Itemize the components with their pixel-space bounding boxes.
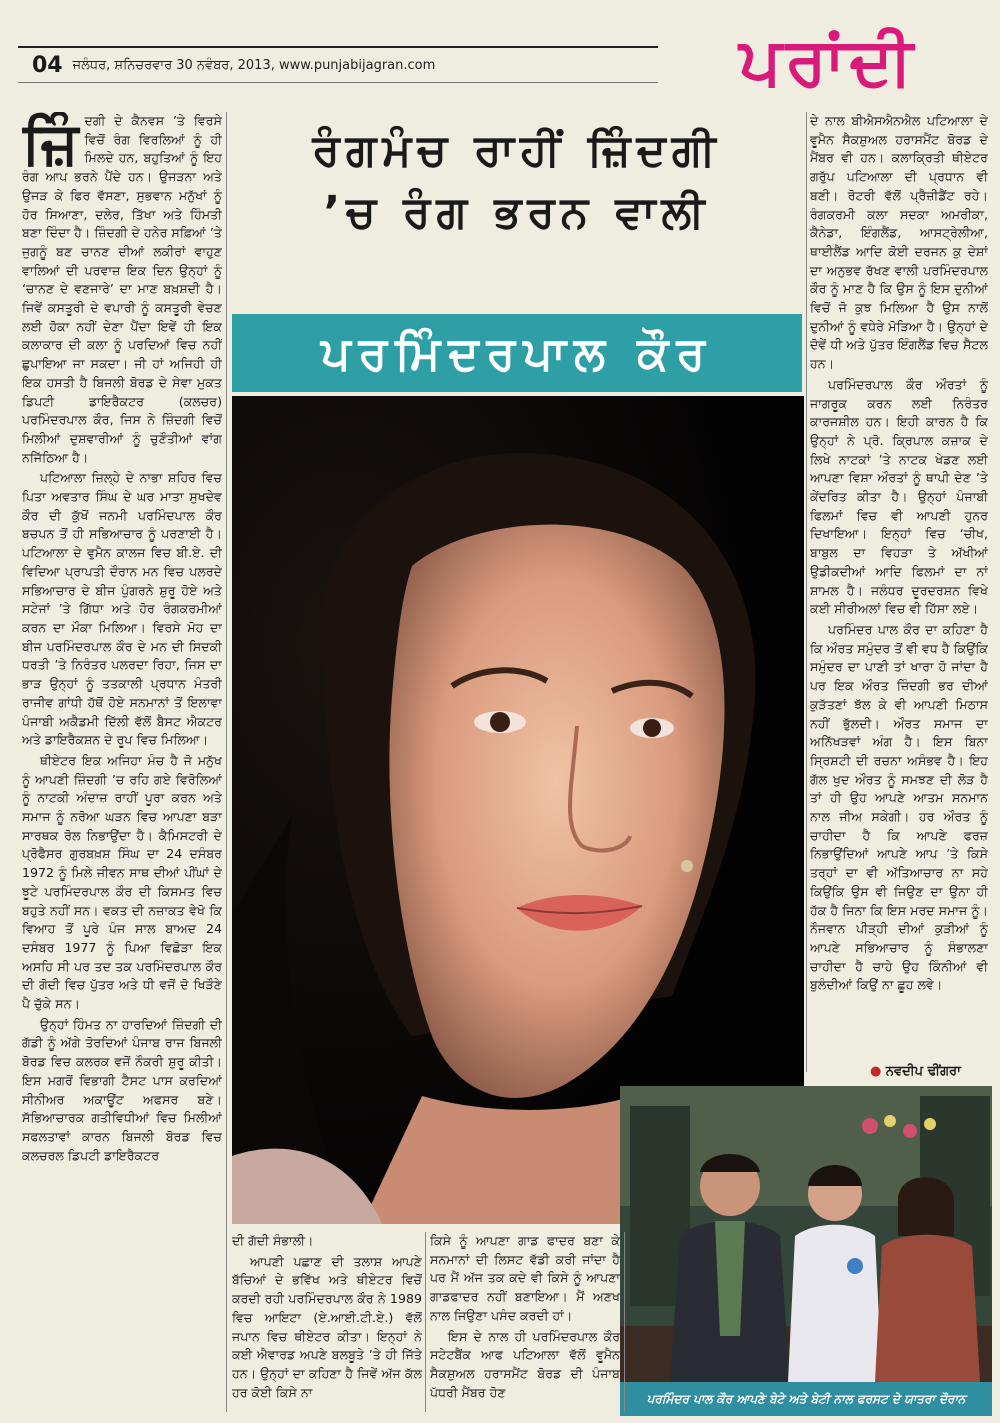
article-column-2 [232,1232,422,1410]
column-divider [226,112,227,1412]
article-paragraph: ਇਸ ਦੇ ਨਾਲ ਹੀ ਪਰਮਿੰਦਰਪਾਲ ਕੌਰ ਸਟੇਟਬੈਂਕ ਆਫ ਪਟਿਆਲਾ ਵੱਲੋਂ ਵੂਮੈਨ ਸੈਕਸ਼ੁਅਲ ਹਰਾਸਮੈਂਟ ਬੋਰਡ ਦੀ ਪੰਜਾਬ ਪੱਧਰੀ ਮੈਂਬਰ ਹੋਣ [430,1328,620,1400]
bullet-icon: ● [870,1064,886,1079]
name-banner: ਪਰਮਿੰਦਰਪਾਲ ਕੌਰ [232,314,802,392]
inset-photo [620,1086,992,1416]
byline [870,1064,961,1079]
article-paragraph: ਪਰਮਿੰਦਰਪਾਲ ਕੌਰ ਔਰਤਾਂ ਨੂੰ ਜਾਗਰੂਕ ਕਰਨ ਲਈ ਨਿਰੰਤਰ ਕਾਰਜਸ਼ੀਲ ਹਨ। ਇਹੀ ਕਾਰਨ ਹੈ ਕਿ ਉਨ੍ਹਾਂ ਨੇ ਪ੍ਰੋ. ਕ੍ਰਿਪਾਲ ਕਜ਼ਾਕ ਦੇ ਲਿਖੇ ਨਾਟਕਾਂ ’ਤੇ ਨਾਟਕ ਖੇਡਣ ਲਈ ਆਪਣਾ ਵਿਸ਼ਾ ਔਰਤਾਂ ਨੂੰ ਥਾਪੀ ਦੇਣ ’ਤੇ ਕੇਂਦਰਿਤ ਕੀਤਾ ਹੈ। ਉਨ੍ਹਾਂ ਪੰਜਾਬੀ ਫਿਲਮਾਂ ਵਿਚ ਵੀ ਆਪਣੀ ਹੁਨਰ ਦਿਖਾਇਆ। ਇਨ੍ਹਾਂ ਵਿਚ ‘ਚੀਖ, ਬਾਬੁਲ ਦਾ ਵਿਹੜਾ ਤੇ ਅੱਖੀਆਂ ਉਡੀਕਦੀਆਂ ਆਦਿ ਫਿਲਮਾਂ ਦਾ ਨਾਂ ਸ਼ਾਮਲ ਹੈ। ਜਲੰਧਰ ਦੂਰਦਰਸ਼ਨ ਵਿਖੇ ਕਈ ਸੀਰੀਅਲਾਂ ਵਿਚ ਵੀ ਹਿੱਸਾ ਲਏ। [810,376,988,617]
article-column-1 [22,112,222,1410]
headline-line-2: ’ਚ ਰੰਗ ਭਰਨ ਵਾਲੀ [323,187,711,238]
article-paragraph: ਪਰਮਿੰਦਰ ਪਾਲ ਕੌਰ ਦਾ ਕਹਿਣਾ ਹੈ ਕਿ ਔਰਤ ਸਮੁੰਦਰ ਤੋਂ ਵੀ ਵਧ ਹੈ ਕਿਉਂਕਿ ਸਮੁੰਦਰ ਦਾ ਪਾਣੀ ਤਾਂ ਖਾਰਾ ਹੋ ਜਾਂਦਾ ਹੈ ਪਰ ਇਕ ਔਰਤ ਜ਼ਿੰਦਗੀ ਭਰ ਦੀਆਂ ਕੁੜੱਤਣਾਂ ਝੱਲ ਕੇ ਵੀ ਆਪਣੀ ਮਿਠਾਸ ਨਹੀਂ ਭੁੱਲਦੀ। ਔਰਤ ਸਮਾਜ ਦਾ ਅਨਿੱਖੜਵਾਂ ਅੰਗ ਹੈ। ਇਸ ਬਿਨਾ ਸ੍ਰਿਸ਼ਟੀ ਦੀ ਰਚਨਾ ਅਸੰਭਵ ਹੈ। ਇਹ ਗੱਲ ਖੁਦ ਔਰਤ ਨੂੰ ਸਮਝਣ ਦੀ ਲੋੜ ਹੈ ਤਾਂ ਹੀ ਉਹ ਆਪਣੇ ਆਤਮ ਸਨਮਾਨ ਨਾਲ ਜੀਅ ਸਕੇਗੀ। ਹਰ ਔਰਤ ਨੂੰ ਚਾਹੀਦਾ ਹੈ ਕਿ ਆਪਣੇ ਫਰਜ਼ ਨਿਭਾਉਂਦਿਆਂ ਆਪਣੇ ਆਪ ’ਤੇ ਕਿਸੇ ਤਰ੍ਹਾਂ ਦਾ ਵੀ ਅੱਤਿਆਚਾਰ ਨਾ ਸਹੇ ਕਿਉਂਕਿ ਉਸ ਵੀ ਜਿਉਣ ਦਾ ਉਨਾ ਹੀ ਹੱਕ ਹੈ ਜਿਨਾ ਕਿ ਇਸ ਮਰਦ ਸਮਾਜ ਨੂੰ। ਨੌਜਵਾਨ ਪੀੜ੍ਹੀ ਦੀਆਂ ਕੁੜੀਆਂ ਨੂੰ ਆਪਣੇ ਸਭਿਆਚਾਰ ਨੂੰ ਸੰਭਾਲਣਾ ਚਾਹੀਦਾ ਹੈ ਚਾਹੇ ਉਹ ਕਿੰਨੀਆਂ ਵੀ ਬੁਲੰਦੀਆਂ ਕਿਉਂ ਨਾ ਛੂਹ ਲਵੇ। [810,621,988,993]
article-paragraph: ਜ਼ਿੰਦਗੀ ਦੇ ਕੈਨਵਸ ’ਤੇ ਵਿਰਸੇ ਵਿਚੋਂ ਰੰਗ ਵਿਰਲਿਆਂ ਨੂੰ ਹੀ ਮਿਲਦੇ ਹਨ, ਬਹੁਤਿਆਂ ਨੂੰ ਇਹ ਰੰਗ ਆਪ ਭਰਨੇ ਪੈਂਦੇ ਹਨ। ਉਜੜਨਾ ਅਤੇ ਉਜੜ ਕੇ ਫਿਰ ਵੱਸਣਾ, ਸੁਭਵਾਨ ਮਨੁੱਖਾਂ ਨੂੰ ਹੋਰ ਸਿਆਣਾ, ਦਲੇਰ, ਤਿੱਖਾ ਅਤੇ ਹਿੰਮਤੀ ਬਣਾ ਦਿੰਦਾ ਹੈ। ਜ਼ਿੰਦਗੀ ਦੇ ਹਨੇਰ ਸਫ਼ਿਆਂ ’ਤੇ ਜੁਗਨੂੰ ਬਣ ਚਾਨਣ ਦੀਆਂ ਲਕੀਰਾਂ ਵਾਹੁਣ ਵਾਲਿਆਂ ਦੀ ਪਰਵਾਜ਼ ਇਕ ਦਿਨ ਉਨ੍ਹਾਂ ਨੂੰ ‘ਚਾਨਣ ਦੇ ਵਣਜਾਰੇ’ ਦਾ ਮਾਣ ਬਖ਼ਸ਼ਦੀ ਹੈ। ਜਿਵੇਂ ਕਸਤੂਰੀ ਦੇ ਵਪਾਰੀ ਨੂੰ ਕਸਤੂਰੀ ਵੇਚਣ ਲਈ ਹੋਕਾ ਨਹੀਂ ਦੇਣਾ ਪੈਂਦਾ ਇਵੇਂ ਹੀ ਇਕ ਕਲਾਕਾਰ ਦੀ ਕਲਾ ਨੂੰ ਪਰਦਿਆਂ ਵਿਚ ਨਹੀਂ ਛੁਪਾਇਆ ਜਾ ਸਕਦਾ। ਜੀ ਹਾਂ ਅਜਿਹੀ ਹੀ ਇਕ ਹਸਤੀ ਹੈ ਬਿਜਲੀ ਬੋਰਡ ਦੇ ਸੇਵਾ ਮੁਕਤ ਡਿਪਟੀ ਡਾਇਰੈਕਟਰ (ਕਲਚਰ) ਪਰਮਿੰਦਰਪਾਲ ਕੌਰ, ਜਿਸ ਨੇ ਜ਼ਿੰਦਗੀ ਵਿਚੋਂ ਮਿਲੀਆਂ ਦੁਸ਼ਵਾਰੀਆਂ ਨੂੰ ਚੁਣੌਤੀਆਂ ਵਾਂਗ ਨਜਿੱਠਿਆ ਹੈ। [22,112,222,465]
headline-line-1: ਰੰਗਮੰਚ ਰਾਹੀਂ ਜ਼ਿੰਦਗੀ [312,125,722,176]
byline-author: ਨਵਦੀਪ ਢੀਂਗਰਾ [885,1064,961,1079]
headline [232,120,802,244]
article-column-3 [430,1232,620,1412]
column-divider [624,1232,625,1412]
article-paragraph: ਕਿਸੇ ਨੂੰ ਆਪਣਾ ਗਾਡ ਫਾਦਰ ਬਣਾ ਕੇ ਸਨਮਾਨਾਂ ਦੀ ਲਿਸਟ ਵੱਡੀ ਕਰੀ ਜਾਂਦਾ ਹੈ ਪਰ ਮੈਂ ਅੱਜ ਤਕ ਕਦੇ ਵੀ ਕਿਸੇ ਨੂੰ ਆਪਣਾ ਗਾਡਫਾਦਰ ਨਹੀਂ ਬਣਾਇਆ। ਮੈਂ ਅਣਖ ਨਾਲ ਜਿਉਣਾ ਪਸੰਦ ਕਰਦੀ ਹਾਂ। [430,1233,620,1323]
article-paragraph: ਦੀ ਗੱਦੀ ਸੰਭਾਲੀ। [232,1233,314,1248]
family-photo-illustration [620,1086,992,1382]
section-logo [668,10,988,114]
photo-caption: ਪਰਮਿੰਦਰ ਪਾਲ ਕੌਰ ਆਪਣੇ ਬੇਟੇ ਅਤੇ ਬੇਟੀ ਨਾਲ ਫਰਸਟ ਦੇ ਯਾਤਰਾ ਦੌਰਾਨ [620,1382,992,1416]
article-paragraph: ਪਟਿਆਲਾ ਜ਼ਿਲ੍ਹੇ ਦੇ ਨਾਭਾ ਸ਼ਹਿਰ ਵਿਚ ਪਿਤਾ ਅਵਤਾਰ ਸਿੰਘ ਦੇ ਘਰ ਮਾਤਾ ਸੁਖਦੇਵ ਕੌਰ ਦੀ ਕੁੱਖੋਂ ਜਨਮੀ ਪਰਮਿੰਦਪਾਲ ਕੌਰ ਬਚਪਨ ਤੋਂ ਹੀ ਸਭਿਆਚਾਰ ਨੂੰ ਪਰਣਾਈ ਹੈ। ਪਟਿਆਲਾ ਦੇ ਵੁਮੈਨ ਕਾਲਜ ਵਿਚ ਬੀ.ਏ. ਦੀ ਵਿਦਿਆ ਪ੍ਰਾਪਤੀ ਦੌਰਾਨ ਮਨ ਵਿਚ ਪਲਰਦੇ ਸਭਿਆਚਾਰ ਦੇ ਬੀਜ ਪੁੰਗਰਨੇ ਸ਼ੁਰੂ ਹੋਏ ਅਤੇ ਸਟੇਜਾਂ ’ਤੇ ਗਿੱਧਾ ਅਤੇ ਹੋਰ ਰੰਗਕਰਮੀਆਂ ਕਰਨ ਦਾ ਮੌਕਾ ਮਿਲਿਆ। ਵਿਰਸੇ ਮੋਹ ਦਾ ਬੀਜ ਪਰਮਿੰਦਰਪਾਲ ਕੌਰ ਦੇ ਮਨ ਦੀ ਸਿਦਕੀ ਧਰਤੀ ’ਤੇ ਨਿਰੰਤਰ ਪਲਰਦਾ ਰਿਹਾ, ਜਿਸ ਦਾ ਭਾੜ ਉਨ੍ਹਾਂ ਨੂੰ ਤਤਕਾਲੀ ਪ੍ਰਧਾਨ ਮੰਤਰੀ ਰਾਜੀਵ ਗਾਂਧੀ ਹੱਥੋਂ ਹੋਏ ਸਨਮਾਨਾਂ ਤੋਂ ਇਲਾਵਾ ਪੰਜਾਬੀ ਅਕੈਡਮੀ ਦਿੱਲੀ ਵੱਲੋਂ ਬੈਸਟ ਐਕਟਰ ਅਤੇ ਡਾਇਰੈਕਸ਼ਨ ਦੇ ਰੂਪ ਵਿਚ ਮਿਲਿਆ। [22,470,222,748]
page-number: 04 [32,52,63,78]
dateline: ਜਲੰਧਰ, ਸ਼ਨਿਚਰਵਾਰ 30 ਨਵੰਬਰ, 2013, www.punjabijagran.com [72,57,436,73]
article-column-4 [810,112,988,1062]
article-paragraph: ਆਪਣੀ ਪਛਾਣ ਦੀ ਤਲਾਸ਼ ਆਪਣੇ ਬੱਚਿਆਂ ਦੇ ਭਵਿੱਖ ਅਤੇ ਥੀਏਟਰ ਵਿਚੋਂ ਕਰਦੀ ਰਹੀ ਪਰਮਿੰਦਰਪਾਲ ਕੌਰ ਨੇ 1989 ਵਿਚ ਆਇਟਾ (ਏ.ਆਈ.ਟੀ.ਏ.) ਵੱਲੋਂ ਜਪਾਨ ਵਿਚ ਥੀਏਟਰ ਕੀਤਾ। ਇਨ੍ਹਾਂ ਨੇ ਕਈ ਐਵਾਰਡ ਅਪਣੇ ਬਲਬੂਤੇ ’ਤੇ ਹੀ ਜਿੱਤੇ ਹਨ। ਉਨ੍ਹਾਂ ਦਾ ਕਹਿਣਾ ਹੈ ਜਿਵੇਂ ਅੱਜ ਕੱਲ ਹਰ ਕੋਈ ਕਿਸੇ ਨਾ [232,1253,422,1400]
drop-cap: ਜ਼ਿੰ [22,112,79,177]
column-divider [425,1232,426,1412]
article-paragraph: ਦੇ ਨਾਲ ਬੀਐਸਐਨਐਲ ਪਟਿਆਲਾ ਦੇ ਵੂਮੈਨ ਸੈਕਸ਼ੁਅਲ ਹਰਾਸਮੈਂਟ ਬੋਰਡ ਦੇ ਮੈਂਬਰ ਵੀ ਹਨ। ਕਲਾਕ੍ਰਿਤੀ ਥੀਏਟਰ ਗਰੁੱਪ ਪਟਿਆਲਾ ਦੀ ਪ੍ਰਧਾਨ ਵੀ ਬਣੀ। ਰੋਟਰੀ ਵੱਲੋਂ ਪ੍ਰੈਜ਼ੀਡੈਂਟ ਰਹੇ। ਰੰਗਕਰਮੀ ਕਲਾ ਸਦਕਾ ਅਮਰੀਕਾ, ਕੈਨੇਡਾ, ਇੰਗਲੈਂਡ, ਆਸਟ੍ਰੇਲੀਆ, ਥਾਈਲੈਂਡ ਆਦਿ ਕੋਈ ਦਰਜਨ ਕੁ ਦੇਸ਼ਾਂ ਦਾ ਅਨੁਭਵ ਰੱਖਣ ਵਾਲੀ ਪਰਮਿੰਦਰਪਾਲ ਕੌਰ ਨੂੰ ਮਾਣ ਹੈ ਕਿ ਉਸ ਨੂੰ ਇਸ ਦੁਨੀਆਂ ਵਿਚੋਂ ਜੋ ਕੁਝ ਮਿਲਿਆ ਹੈ ਉਸ ਨਾਲੋਂ ਦੁਨੀਆਂ ਨੂੰ ਵਧੇਰੇ ਮੋੜਿਆ ਹੈ। ਉਨ੍ਹਾਂ ਦੇ ਦੋਵੇਂ ਧੀ ਅਤੇ ਪੁੱਤਰ ਇੰਗਲੈਂਡ ਵਿਚ ਸੈਟਲ ਹਨ। [810,113,988,372]
column-divider [806,112,807,1072]
article-paragraph: ਥੀਏਟਰ ਇਕ ਅਜਿਹਾ ਮੰਚ ਹੈ ਜੋ ਮਨੁੱਖ ਨੂੰ ਆਪਣੀ ਜ਼ਿੰਦਗੀ ’ਚ ਰਹਿ ਗਏ ਵਿਰੋਲਿਆਂ ਨੂੰ ਨਾਟਕੀ ਅੰਦਾਜ਼ ਰਾਹੀਂ ਪੂਰਾ ਕਰਨ ਅਤੇ ਸਮਾਜ ਨੂੰ ਨਰੋਆ ਘੜਨ ਵਿਚ ਆਪਣਾ ਬੜਾ ਸਾਰਥਕ ਰੋਲ ਨਿਭਾਉਂਦਾ ਹੈ। ਕੈਮਿਸਟਰੀ ਦੇ ਪ੍ਰੋਫੈਸਰ ਗੁਰਬਖ਼ਸ਼ ਸਿੰਘ ਦਾ 24 ਦਸੰਬਰ 1972 ਨੂੰ ਮਿਲੇ ਜੀਵਨ ਸਾਥ ਦੀਆਂ ਪੀਂਘਾਂ ਦੇ ਝੂਟੇ ਪਰਮਿੰਦਰਪਾਲ ਕੌਰ ਦੀ ਕਿਸਮਤ ਵਿਚ ਬਹੁਤੇ ਨਹੀਂ ਸਨ। ਵਕਤ ਦੀ ਨਜ਼ਾਕਤ ਵੇਖੋ ਕਿ ਵਿਆਹ ਤੋਂ ਪੂਰੇ ਪੰਜ ਸਾਲ ਬਾਅਦ 24 ਦਸੰਬਰ 1977 ਨੂੰ ਪਿਆ ਵਿਛੋੜਾ ਇਕ ਅਸਹਿ ਸੀ ਪਰ ਤਦ ਤਕ ਪਰਮਿੰਦਰਪਾਲ ਕੌਰ ਦੀ ਗੋਦੀ ਵਿਚ ਪੁੱਤਰ ਅਤੇ ਧੀ ਵਜੋਂ ਦੋ ਖਿੜੌਣੇ ਪੈ ਚੁੱਕੇ ਸਨ। [22,752,222,1012]
page-header [18,46,658,83]
article-paragraph: ਉਨ੍ਹਾਂ ਹਿੰਮਤ ਨਾ ਹਾਰਦਿਆਂ ਜ਼ਿੰਦਗੀ ਦੀ ਗੱਡੀ ਨੂੰ ਅੱਗੇ ਤੋਰਦਿਆਂ ਪੰਜਾਬ ਰਾਜ ਬਿਜਲੀ ਬੋਰਡ ਵਿਚ ਕਲਰਕ ਵਜੋਂ ਨੌਕਰੀ ਸ਼ੁਰੂ ਕੀਤੀ। ਇਸ ਮਗਰੋਂ ਵਿਭਾਗੀ ਟੈਸਟ ਪਾਸ ਕਰਦਿਆਂ ਸੀਨੀਅਰ ਅਕਾਊਂਟ ਅਫਸਰ ਬਣੇ। ਸੱਭਿਆਚਾਰਕ ਗਤੀਵਿਧੀਆਂ ਵਿਚ ਮਿਲੀਆਂ ਸਫਲਤਾਵਾਂ ਕਾਰਨ ਬਿਜਲੀ ਬੋਰਡ ਵਿਚ ਕਲਚਰਲ ਡਿਪਟੀ ਡਾਇਰੈਕਟਰ [22,1016,222,1163]
section-logo-text: ਪਰਾਂਦੀ [739,23,917,100]
